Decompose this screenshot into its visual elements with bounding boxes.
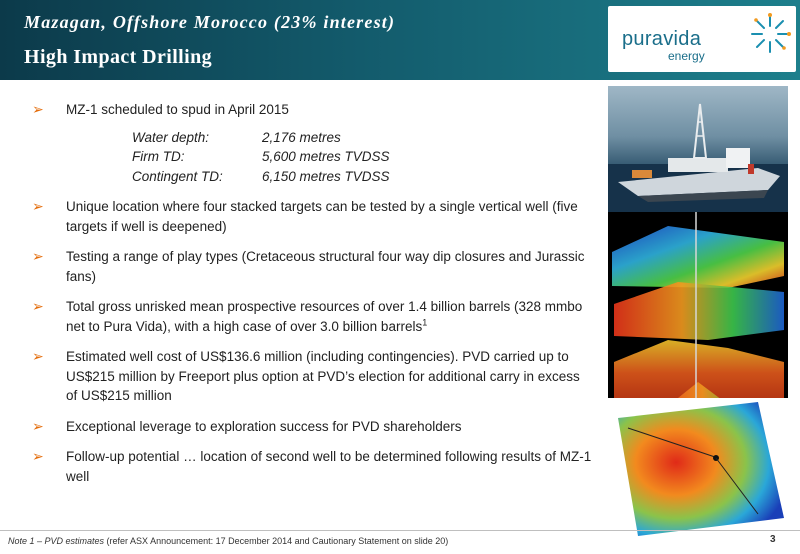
bullet-text: MZ-1 scheduled to spud in April 2015 [66, 102, 289, 117]
bullet-item [32, 447, 592, 486]
bullet-text: Unique location where four stacked targets can be tested by a single vertical well (five targets if well is deepened) [66, 199, 578, 234]
bullet-item [32, 347, 592, 406]
arrow-bullet-icon: ➢ [32, 298, 44, 314]
spec-value: 6,150 metres TVDSS [262, 168, 390, 184]
footnote-label: Note 1 – PVD estimates [8, 536, 105, 546]
bullet-text: Follow-up potential … location of second well to be determined following results of MZ-1 well [66, 449, 592, 484]
slide-header [0, 0, 800, 80]
footnote [8, 536, 448, 546]
bullet-text: Total gross unrisked mean prospective resources of over 1.4 billion barrels (328 mmbo net to Pura Vida), with a high case of over 3.0 billion barrels [66, 299, 583, 334]
bullet-item [32, 247, 592, 286]
arrow-bullet-icon: ➢ [32, 248, 44, 264]
spec-row [132, 167, 592, 187]
bullet-item [32, 197, 592, 236]
arrow-bullet-icon: ➢ [32, 417, 44, 434]
illustration-column [608, 86, 788, 538]
bullet-item [32, 100, 592, 186]
logo-wordmark: puravida [622, 28, 702, 50]
logo-subtitle: energy [668, 49, 705, 63]
slide-title-location: Mazagan, Offshore Morocco (23% interest) [24, 12, 396, 32]
drillship-photo [608, 86, 788, 212]
spec-label: Water depth: [132, 129, 210, 145]
arrow-bullet-icon: ➢ [32, 448, 44, 464]
bullet-text: Testing a range of play types (Cretaceous structural four way dip closures and Jurassic fans) [66, 249, 585, 284]
page-number: 3 [770, 534, 776, 545]
spec-row [132, 147, 592, 167]
arrow-bullet-icon: ➢ [32, 348, 44, 364]
arrow-bullet-icon: ➢ [32, 101, 44, 117]
bullet-text: Estimated well cost of US$136.6 million (including contingencies). PVD carried up to US$215 million by Freeport plus option at PVD’s election for additional carry in excess of US$215 million [66, 349, 580, 403]
spec-label: Firm TD: [132, 149, 185, 164]
slide-title: High Impact Drilling [24, 46, 213, 68]
bullet-item [32, 297, 592, 336]
bullet-list [32, 100, 592, 497]
prospect-map-image [608, 398, 788, 538]
footer-divider [0, 530, 800, 531]
bullet-item [32, 417, 592, 437]
arrow-bullet-icon: ➢ [32, 198, 44, 214]
footnote-text: (refer ASX Announcement: 17 December 2014 and Cautionary Statement on slide 20) [104, 536, 449, 546]
starburst-icon [748, 12, 792, 56]
footnote-marker: 1 [422, 317, 428, 327]
company-logo [608, 6, 796, 72]
spec-row [132, 128, 592, 148]
spec-label: Contingent TD: [132, 168, 223, 184]
well-specs [132, 128, 592, 187]
bullet-text: Exceptional leverage to exploration success for PVD shareholders [66, 418, 462, 434]
spec-value: 5,600 metres TVDSS [262, 149, 390, 164]
spec-value: 2,176 metres [262, 129, 341, 145]
